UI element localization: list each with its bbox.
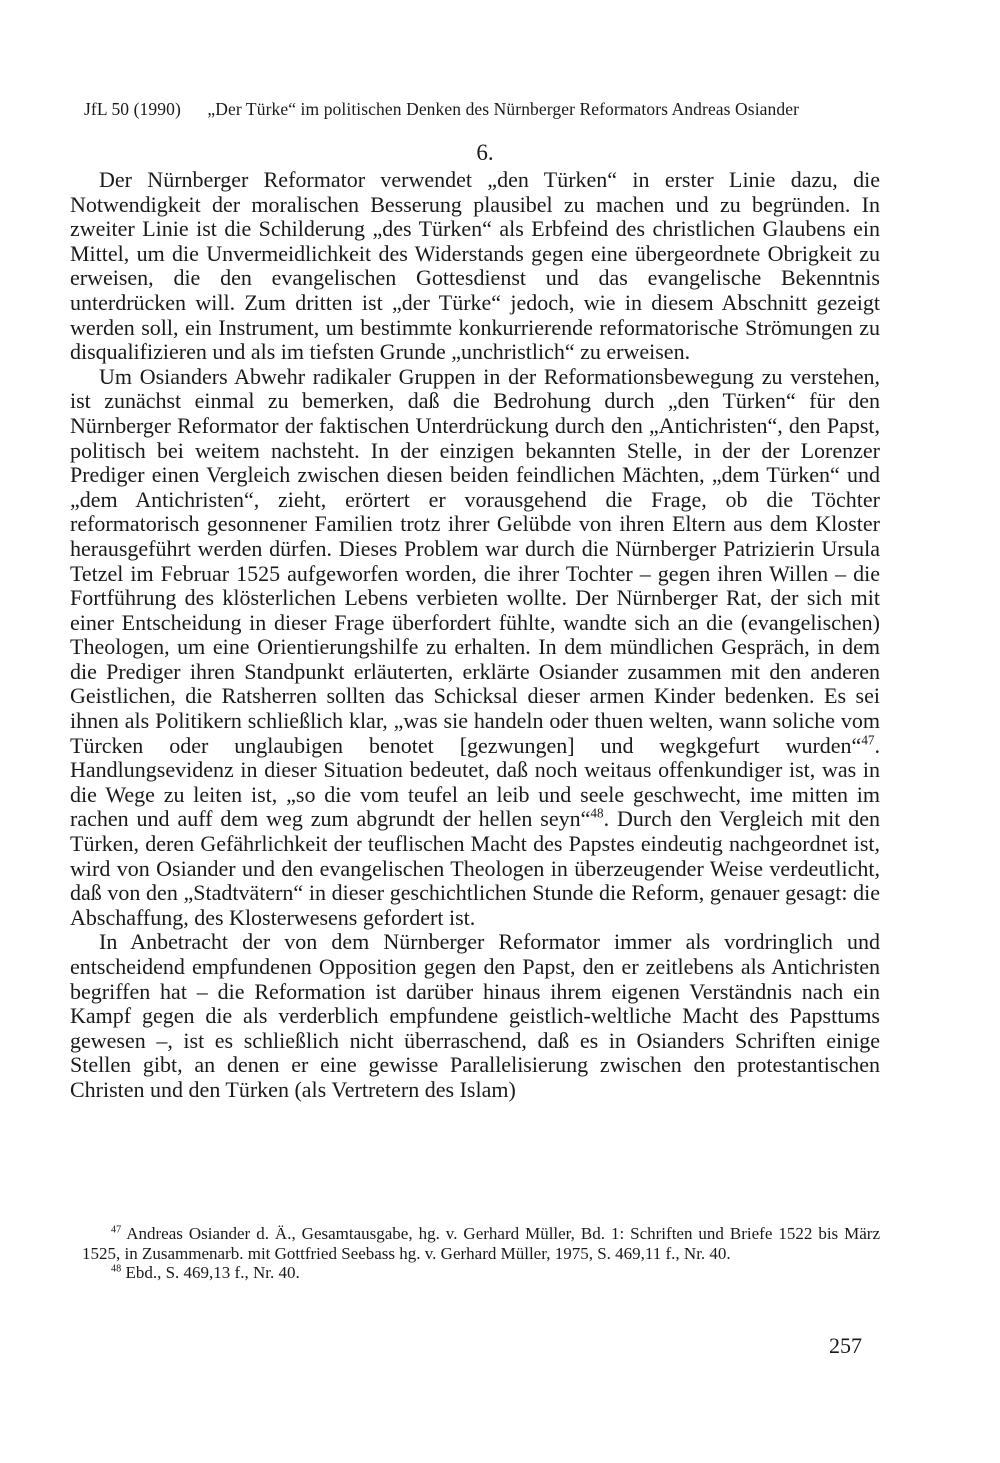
footnotes	[82, 1224, 880, 1283]
footnote	[82, 1263, 880, 1283]
paragraph-text: Um Osianders Abwehr radikaler Gruppen in der Reformationsbewegung zu verstehen, ist zunächst einmal zu bemerken, daß die Bedrohung durch „den Türken“ für den Nürnberger Reformator der faktischen Unterdrückung durch den „Antichristen“, den Papst, politisch bei weitem nachsteht. In der einzigen bekannten Stelle, in der der Lorenzer Prediger einen Vergleich zwischen diesen beiden feindlichen Mächten, „dem Türken“ und „dem Antichristen“, zieht, erörtert er vorausgehend die Frage, ob die Töchter reformatorisch gesonnener Familien trotz ihrer Gelübde von ihren Eltern aus dem Kloster herausgeführt werden dürfen. Dieses Problem war durch die Nürnberger Patrizierin Ursula Tetzel im Februar 1525 aufgeworfen worden, die ihrer Tochter – gegen ihren Willen – die Fortführung des klösterlichen Lebens verbieten wollte. Der Nürnberger Rat, der sich mit einer Entscheidung in dieser Frage überfordert fühlte, wandte sich an die (evangelischen) Theologen, um eine Orientierungshilfe zu erhalten. In dem mündlichen Gespräch, in dem die Prediger ihren Standpunkt erläuterten, erklärte Osiander zusammen mit den anderen Geistlichen, die Ratsherren sollten das Schicksal dieser armen Kinder bedenken. Es sei ihnen als Politikern schließlich klar, „was sie handeln oder thuen welten, wann soliche vom Türcken oder unglaubigen benotet [gezwungen] und wegkgefurt wurden“	[70, 363, 880, 758]
body-text	[70, 168, 880, 1103]
section-number: 6.	[476, 140, 494, 165]
article-title: „Der Türke“ im politischen Denken des Nürnberger Reformators Andreas Osiander	[207, 99, 800, 119]
paragraph-text: . Handlungsevidenz in dieser Situation bedeutet, daß noch weitaus offenkundiger ist, was in die Wege zu leiten ist, „so die vom teufel an leib und seele geschwecht, ime mitten im rachen und auff dem weg zum abgrundt der hellen seyn“	[70, 732, 880, 832]
paragraph-text: . Durch den Vergleich mit den Türken, deren Gefährlichkeit der teuflischen Macht des Papstes eindeutig nachgeordnet ist, wird von Osiander und den evangelischen Theologen in überzeugender Weise verdeutlicht, daß von den „Stadtvätern“ in dieser geschichtlichen Stunde die Reform, genauer gesagt: die Abschaffung, des Klosterwesens gefordert ist.	[70, 806, 881, 930]
footnote	[82, 1224, 880, 1263]
section-heading	[0, 140, 970, 166]
paragraph-text: Der Nürnberger Reformator verwendet „den Türken“ in erster Linie dazu, die Notwendigkeit der moralischen Besserung plausibel zu machen und zu begründen. In zweiter Linie ist die Schilderung „des Türken“ als Erbfeind des christlichen Glaubens ein Mittel, um die Unvermeidlichkeit des Widerstands gegen eine übergeordnete Obrigkeit zu erweisen, die den evangelischen Gottesdienst und das evangelische Bekenntnis unterdrücken will. Zum dritten ist „der Türke“ jedoch, wie in diesem Abschnitt gezeigt werden soll, ein Instrument, um bestimmte konkurrierende reformatorische Strömungen zu disqualifizieren und als im tiefsten Grunde „unchristlich“ zu erweisen.	[70, 167, 880, 365]
footnote-text: Ebd., S. 469,13 f., Nr. 40.	[125, 1263, 300, 1283]
footnote-text: Andreas Osiander d. Ä., Gesamtausgabe, hg. v. Gerhard Müller, Bd. 1: Schriften und Briefe 1522 bis März 1525, in Zusammenarb. mit Gottfried Seebass hg. v. Gerhard Müller, 1975, S. 469,11 f., Nr. 40.	[82, 1224, 881, 1263]
footnote-reference[interactable]: 48	[590, 806, 604, 822]
body-paragraph	[70, 168, 880, 365]
footnote-marker: 47	[111, 1224, 122, 1236]
body-paragraph	[70, 930, 880, 1102]
journal-citation: JfL 50 (1990)	[84, 99, 181, 119]
footnote-reference[interactable]: 47	[861, 732, 875, 748]
page-number: 257	[829, 1333, 862, 1358]
body-paragraph	[70, 365, 880, 931]
running-header	[84, 99, 884, 120]
footnote-marker: 48	[111, 1263, 122, 1275]
paragraph-text: In Anbetracht der von dem Nürnberger Reformator immer als vordringlich und entscheidend empfundenen Opposition gegen den Papst, den er zeitlebens als Antichristen begriffen hat – die Reformation ist darüber hinaus ihrem eigenen Verständnis nach ein Kampf gegen die als verderblich empfundene geistlich-weltliche Macht des Papsttums gewesen –, ist es schließlich nicht überraschend, daß es in Osianders Schriften einige Stellen gibt, an denen er eine gewisse Parallelisierung zwischen den protestantischen Christen und den Türken (als Vertretern des Islam)	[70, 929, 880, 1102]
